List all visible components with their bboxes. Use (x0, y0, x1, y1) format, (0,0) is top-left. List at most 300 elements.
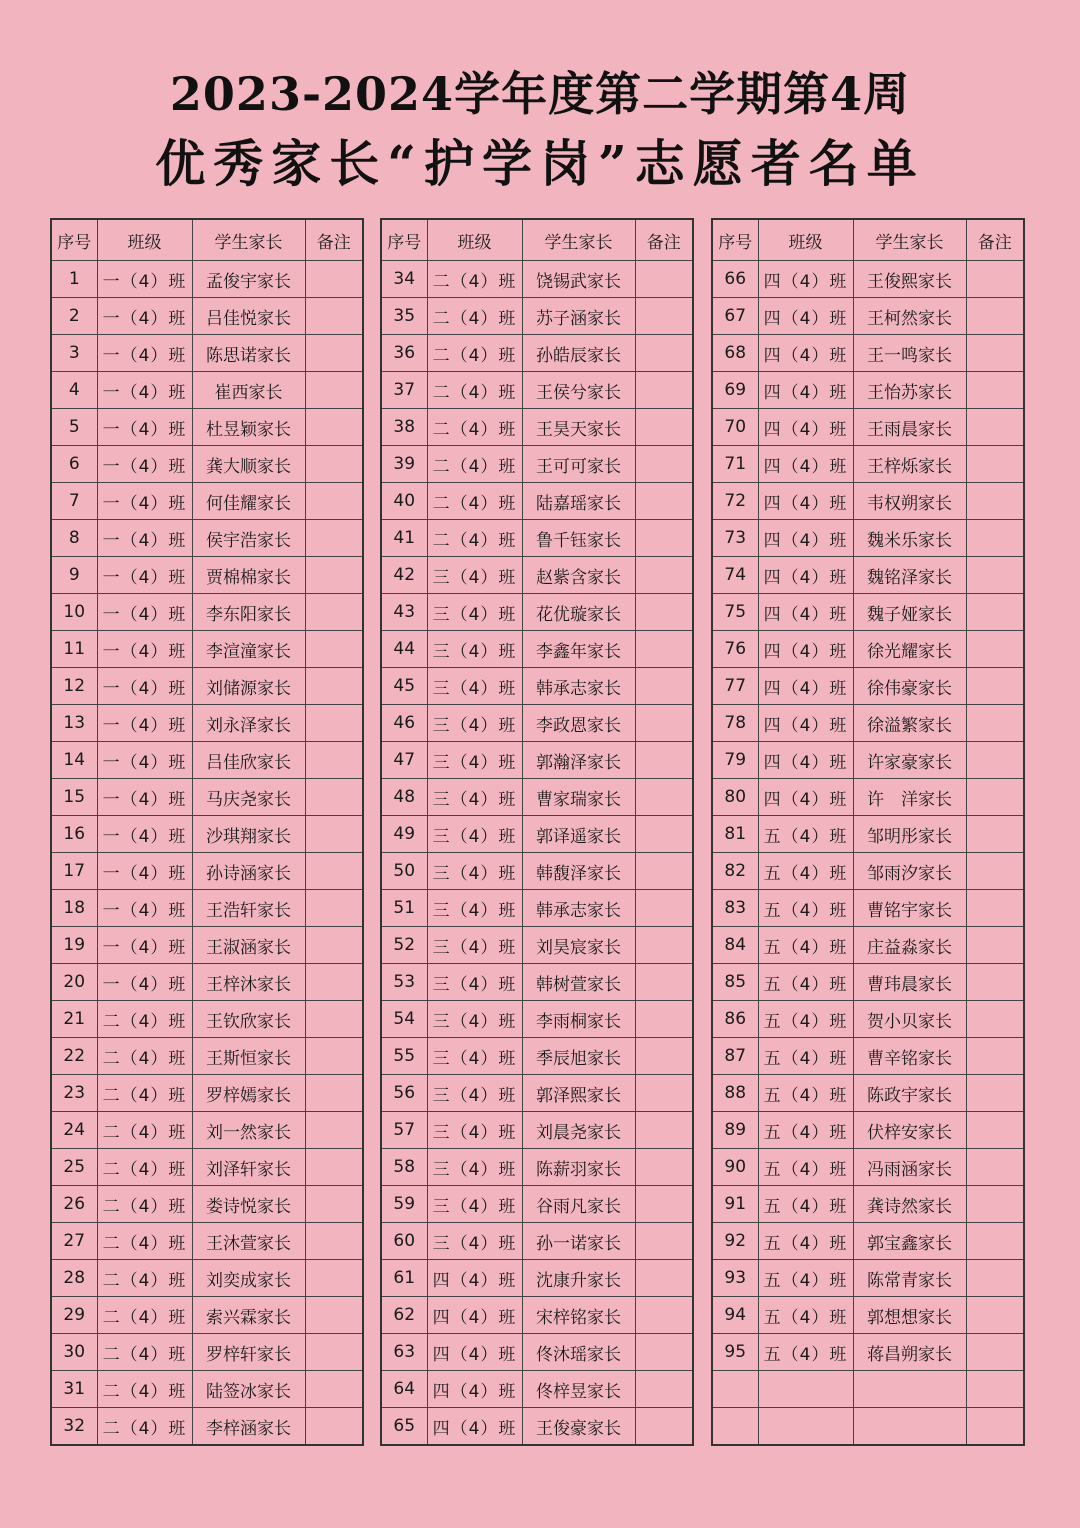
row-number: 13 (51, 705, 97, 742)
table-row (381, 1149, 693, 1186)
row-class: 三（4）班 (427, 631, 522, 668)
row-number: 73 (712, 520, 758, 557)
table-row (51, 853, 363, 890)
row-parent-name: 杜昱颖家长 (192, 409, 305, 446)
row-number: 29 (51, 1297, 97, 1334)
row-note (305, 372, 363, 409)
header-parent: 学生家长 (853, 219, 966, 261)
row-number: 82 (712, 853, 758, 890)
row-note (966, 409, 1024, 446)
row-note (635, 594, 693, 631)
row-class: 三（4）班 (427, 1001, 522, 1038)
table-row (51, 927, 363, 964)
row-class: 一（4）班 (97, 557, 192, 594)
row-number: 90 (712, 1149, 758, 1186)
table-row (381, 298, 693, 335)
row-class: 一（4）班 (97, 964, 192, 1001)
row-parent-name: 郭译遥家长 (522, 816, 635, 853)
header-row (51, 219, 363, 261)
row-parent-name: 王梓烁家长 (853, 446, 966, 483)
row-note (966, 816, 1024, 853)
row-note (635, 1075, 693, 1112)
row-parent-name: 赵紫含家长 (522, 557, 635, 594)
row-class (758, 1371, 853, 1408)
row-number: 58 (381, 1149, 427, 1186)
row-number: 9 (51, 557, 97, 594)
row-note (966, 1149, 1024, 1186)
row-class: 一（4）班 (97, 372, 192, 409)
row-number: 74 (712, 557, 758, 594)
row-parent-name: 刘昊宸家长 (522, 927, 635, 964)
row-note (635, 298, 693, 335)
row-parent-name: 郭泽熙家长 (522, 1075, 635, 1112)
row-number: 95 (712, 1334, 758, 1371)
table-row (51, 1112, 363, 1149)
row-number: 12 (51, 668, 97, 705)
row-number: 62 (381, 1297, 427, 1334)
row-number: 78 (712, 705, 758, 742)
row-note (305, 631, 363, 668)
row-class: 五（4）班 (758, 1038, 853, 1075)
row-note (966, 298, 1024, 335)
row-note (635, 1112, 693, 1149)
header-note: 备注 (966, 219, 1024, 261)
header-number: 序号 (712, 219, 758, 261)
row-note (635, 890, 693, 927)
row-note (635, 483, 693, 520)
row-number: 20 (51, 964, 97, 1001)
table-row (381, 594, 693, 631)
row-number: 71 (712, 446, 758, 483)
row-note (966, 705, 1024, 742)
table-row (381, 705, 693, 742)
row-note (966, 520, 1024, 557)
table-row (381, 372, 693, 409)
row-note (635, 705, 693, 742)
row-number: 61 (381, 1260, 427, 1297)
row-note (635, 742, 693, 779)
row-note (966, 1408, 1024, 1446)
row-parent-name: 孙皓辰家长 (522, 335, 635, 372)
table-row (712, 483, 1024, 520)
row-class: 三（4）班 (427, 927, 522, 964)
row-class: 二（4）班 (97, 1075, 192, 1112)
row-note (305, 1297, 363, 1334)
table-row (712, 1223, 1024, 1260)
table-row (51, 1408, 363, 1446)
row-number: 47 (381, 742, 427, 779)
row-note (305, 520, 363, 557)
row-class: 五（4）班 (758, 1223, 853, 1260)
row-class: 三（4）班 (427, 964, 522, 1001)
row-number: 51 (381, 890, 427, 927)
row-class: 二（4）班 (97, 1334, 192, 1371)
row-class: 一（4）班 (97, 779, 192, 816)
row-class: 一（4）班 (97, 927, 192, 964)
row-number: 25 (51, 1149, 97, 1186)
table-row (712, 1186, 1024, 1223)
row-parent-name: 郭瀚泽家长 (522, 742, 635, 779)
row-parent-name: 刘奕成家长 (192, 1260, 305, 1297)
row-note (966, 594, 1024, 631)
row-number: 37 (381, 372, 427, 409)
table-row (51, 557, 363, 594)
row-note (305, 1260, 363, 1297)
row-parent-name: 王俊熙家长 (853, 261, 966, 298)
row-parent-name: 李鑫年家长 (522, 631, 635, 668)
row-class: 二（4）班 (427, 335, 522, 372)
row-parent-name: 马庆尧家长 (192, 779, 305, 816)
row-note (635, 927, 693, 964)
row-number: 52 (381, 927, 427, 964)
row-class: 一（4）班 (97, 483, 192, 520)
table-row (712, 1149, 1024, 1186)
row-number: 87 (712, 1038, 758, 1075)
row-number: 42 (381, 557, 427, 594)
header-number: 序号 (381, 219, 427, 261)
row-parent-name: 王怡苏家长 (853, 372, 966, 409)
row-class: 一（4）班 (97, 853, 192, 890)
row-class: 二（4）班 (427, 409, 522, 446)
row-parent-name: 徐溢繁家长 (853, 705, 966, 742)
row-class: 五（4）班 (758, 1186, 853, 1223)
table-row (712, 446, 1024, 483)
row-class: 三（4）班 (427, 1112, 522, 1149)
row-class: 四（4）班 (758, 779, 853, 816)
row-parent-name: 鲁千钰家长 (522, 520, 635, 557)
row-class: 五（4）班 (758, 1260, 853, 1297)
row-parent-name: 曹玮晨家长 (853, 964, 966, 1001)
table-row (381, 927, 693, 964)
header-row (712, 219, 1024, 261)
header-number: 序号 (51, 219, 97, 261)
row-parent-name: 刘泽轩家长 (192, 1149, 305, 1186)
row-note (305, 1001, 363, 1038)
row-parent-name: 刘永泽家长 (192, 705, 305, 742)
row-class: 三（4）班 (427, 1075, 522, 1112)
row-class: 四（4）班 (427, 1371, 522, 1408)
row-note (305, 668, 363, 705)
row-note (305, 335, 363, 372)
row-note (305, 705, 363, 742)
row-number: 68 (712, 335, 758, 372)
row-parent-name: 王柯然家长 (853, 298, 966, 335)
row-number: 77 (712, 668, 758, 705)
row-number: 60 (381, 1223, 427, 1260)
row-class: 二（4）班 (97, 1371, 192, 1408)
row-parent-name: 罗梓轩家长 (192, 1334, 305, 1371)
header-parent: 学生家长 (192, 219, 305, 261)
table-row (51, 668, 363, 705)
row-parent-name: 刘晨尧家长 (522, 1112, 635, 1149)
row-parent-name: 陈薪羽家长 (522, 1149, 635, 1186)
header-class: 班级 (427, 219, 522, 261)
header-class: 班级 (97, 219, 192, 261)
row-parent-name: 许家豪家长 (853, 742, 966, 779)
row-note (635, 261, 693, 298)
row-class: 二（4）班 (97, 1223, 192, 1260)
row-note (305, 742, 363, 779)
table-row (51, 335, 363, 372)
row-class: 五（4）班 (758, 890, 853, 927)
row-number: 75 (712, 594, 758, 631)
row-class: 二（4）班 (427, 261, 522, 298)
row-note (635, 1223, 693, 1260)
row-class: 二（4）班 (97, 1149, 192, 1186)
row-note (966, 483, 1024, 520)
table-row (381, 1001, 693, 1038)
row-number: 26 (51, 1186, 97, 1223)
table-row (51, 964, 363, 1001)
row-parent-name: 庄益淼家长 (853, 927, 966, 964)
row-parent-name: 李政恩家长 (522, 705, 635, 742)
table-row (51, 520, 363, 557)
row-parent-name: 李梓涵家长 (192, 1408, 305, 1446)
title-line-2: 优秀家长“护学岗”志愿者名单 (155, 134, 925, 193)
row-number: 65 (381, 1408, 427, 1446)
table-row (381, 446, 693, 483)
row-parent-name: 陈常青家长 (853, 1260, 966, 1297)
table-row (381, 335, 693, 372)
row-number (712, 1408, 758, 1446)
row-note (635, 1334, 693, 1371)
table-row (712, 668, 1024, 705)
row-number: 18 (51, 890, 97, 927)
table-row (51, 1001, 363, 1038)
row-parent-name: 冯雨涵家长 (853, 1149, 966, 1186)
row-class: 四（4）班 (758, 594, 853, 631)
row-note (635, 964, 693, 1001)
row-parent-name: 韦权朔家长 (853, 483, 966, 520)
row-number: 41 (381, 520, 427, 557)
row-class: 三（4）班 (427, 1223, 522, 1260)
row-parent-name: 王钦欣家长 (192, 1001, 305, 1038)
row-class: 四（4）班 (758, 705, 853, 742)
row-number: 49 (381, 816, 427, 853)
row-class: 三（4）班 (427, 742, 522, 779)
row-number: 7 (51, 483, 97, 520)
row-number: 14 (51, 742, 97, 779)
row-parent-name: 郭宝鑫家长 (853, 1223, 966, 1260)
row-note (305, 1371, 363, 1408)
row-number: 17 (51, 853, 97, 890)
row-note (305, 446, 363, 483)
row-number: 28 (51, 1260, 97, 1297)
row-number: 10 (51, 594, 97, 631)
row-number: 44 (381, 631, 427, 668)
row-class: 四（4）班 (758, 261, 853, 298)
row-class: 五（4）班 (758, 1297, 853, 1334)
row-note (635, 816, 693, 853)
table-row (712, 594, 1024, 631)
row-parent-name: 侯宇浩家长 (192, 520, 305, 557)
row-class: 三（4）班 (427, 890, 522, 927)
row-note (635, 1149, 693, 1186)
row-parent-name: 王昊天家长 (522, 409, 635, 446)
row-class: 一（4）班 (97, 261, 192, 298)
table-row (712, 742, 1024, 779)
row-note (305, 409, 363, 446)
row-number: 4 (51, 372, 97, 409)
table-row (381, 409, 693, 446)
row-number: 53 (381, 964, 427, 1001)
header-class: 班级 (758, 219, 853, 261)
row-class: 二（4）班 (427, 483, 522, 520)
table-row (51, 446, 363, 483)
row-class: 一（4）班 (97, 890, 192, 927)
row-class: 四（4）班 (427, 1334, 522, 1371)
row-class: 三（4）班 (427, 668, 522, 705)
row-class: 一（4）班 (97, 298, 192, 335)
table-row (381, 1186, 693, 1223)
table-row (381, 779, 693, 816)
row-parent-name: 沈康升家长 (522, 1260, 635, 1297)
table-row (712, 1112, 1024, 1149)
row-note (966, 1075, 1024, 1112)
row-parent-name: 陆嘉瑶家长 (522, 483, 635, 520)
table-row (51, 1371, 363, 1408)
row-parent-name: 王淑涵家长 (192, 927, 305, 964)
row-number: 35 (381, 298, 427, 335)
row-class: 五（4）班 (758, 816, 853, 853)
row-class: 二（4）班 (97, 1408, 192, 1446)
row-note (635, 853, 693, 890)
row-number: 38 (381, 409, 427, 446)
row-number: 79 (712, 742, 758, 779)
row-number: 40 (381, 483, 427, 520)
row-class: 四（4）班 (758, 372, 853, 409)
row-parent-name: 魏米乐家长 (853, 520, 966, 557)
header-note: 备注 (305, 219, 363, 261)
table-row (51, 1149, 363, 1186)
row-note (966, 927, 1024, 964)
table-row (51, 742, 363, 779)
row-class: 三（4）班 (427, 853, 522, 890)
row-number: 15 (51, 779, 97, 816)
row-note (635, 1297, 693, 1334)
row-note (635, 1038, 693, 1075)
row-note (966, 1334, 1024, 1371)
row-number: 55 (381, 1038, 427, 1075)
row-note (635, 372, 693, 409)
title-line-1: 2023-2024学年度第二学期第4周 (169, 67, 911, 121)
row-class: 四（4）班 (758, 483, 853, 520)
row-parent-name: 宋梓铭家长 (522, 1297, 635, 1334)
row-class: 二（4）班 (427, 520, 522, 557)
row-note (966, 1223, 1024, 1260)
row-number: 93 (712, 1260, 758, 1297)
row-class: 二（4）班 (97, 1112, 192, 1149)
row-number: 32 (51, 1408, 97, 1446)
row-parent-name: 贾棉棉家长 (192, 557, 305, 594)
row-class: 四（4）班 (758, 335, 853, 372)
row-note (635, 1371, 693, 1408)
row-class: 五（4）班 (758, 1334, 853, 1371)
row-class: 三（4）班 (427, 816, 522, 853)
row-parent-name: 陈思诺家长 (192, 335, 305, 372)
row-parent-name: 郭想想家长 (853, 1297, 966, 1334)
table-row (51, 1075, 363, 1112)
row-class: 五（4）班 (758, 1149, 853, 1186)
row-class: 二（4）班 (97, 1186, 192, 1223)
row-parent-name: 刘一然家长 (192, 1112, 305, 1149)
row-number: 91 (712, 1186, 758, 1223)
table-row (51, 890, 363, 927)
row-note (635, 668, 693, 705)
table-row (381, 520, 693, 557)
row-note (635, 779, 693, 816)
row-number (712, 1371, 758, 1408)
row-note (966, 668, 1024, 705)
table-row (712, 1260, 1024, 1297)
row-note (305, 298, 363, 335)
row-number: 59 (381, 1186, 427, 1223)
table-row (381, 668, 693, 705)
row-note (635, 446, 693, 483)
row-parent-name: 邹雨汐家长 (853, 853, 966, 890)
row-number: 86 (712, 1001, 758, 1038)
row-class: 四（4）班 (758, 668, 853, 705)
row-parent-name: 贺小贝家长 (853, 1001, 966, 1038)
row-parent-name: 王俊豪家长 (522, 1408, 635, 1446)
row-note (305, 816, 363, 853)
table-row (51, 705, 363, 742)
row-number: 34 (381, 261, 427, 298)
row-note (305, 483, 363, 520)
row-class: 一（4）班 (97, 631, 192, 668)
roster-table-3 (711, 218, 1025, 1446)
row-number: 6 (51, 446, 97, 483)
row-number: 83 (712, 890, 758, 927)
row-note (966, 335, 1024, 372)
row-class: 四（4）班 (758, 409, 853, 446)
row-number: 69 (712, 372, 758, 409)
row-number: 22 (51, 1038, 97, 1075)
row-class: 三（4）班 (427, 705, 522, 742)
row-parent-name: 韩承志家长 (522, 890, 635, 927)
row-class: 三（4）班 (427, 1038, 522, 1075)
row-note (305, 927, 363, 964)
row-parent-name: 何佳耀家长 (192, 483, 305, 520)
row-parent-name: 孙一诺家长 (522, 1223, 635, 1260)
table-row (712, 1334, 1024, 1371)
roster-table-1 (50, 218, 364, 1446)
row-parent-name: 龚大顺家长 (192, 446, 305, 483)
row-parent-name: 花优璇家长 (522, 594, 635, 631)
row-number: 54 (381, 1001, 427, 1038)
row-note (966, 446, 1024, 483)
row-parent-name: 徐伟豪家长 (853, 668, 966, 705)
row-parent-name: 李东阳家长 (192, 594, 305, 631)
row-parent-name: 刘储源家长 (192, 668, 305, 705)
header-note: 备注 (635, 219, 693, 261)
table-row (381, 1371, 693, 1408)
row-class: 五（4）班 (758, 1112, 853, 1149)
row-class: 二（4）班 (97, 1260, 192, 1297)
row-note (305, 594, 363, 631)
row-number: 1 (51, 261, 97, 298)
table-row (712, 298, 1024, 335)
row-number: 64 (381, 1371, 427, 1408)
table-row (381, 557, 693, 594)
row-note (305, 1223, 363, 1260)
row-parent-name: 王斯恒家长 (192, 1038, 305, 1075)
row-note (635, 335, 693, 372)
row-note (966, 964, 1024, 1001)
row-parent-name: 王梓沐家长 (192, 964, 305, 1001)
table-row (51, 261, 363, 298)
row-number: 66 (712, 261, 758, 298)
